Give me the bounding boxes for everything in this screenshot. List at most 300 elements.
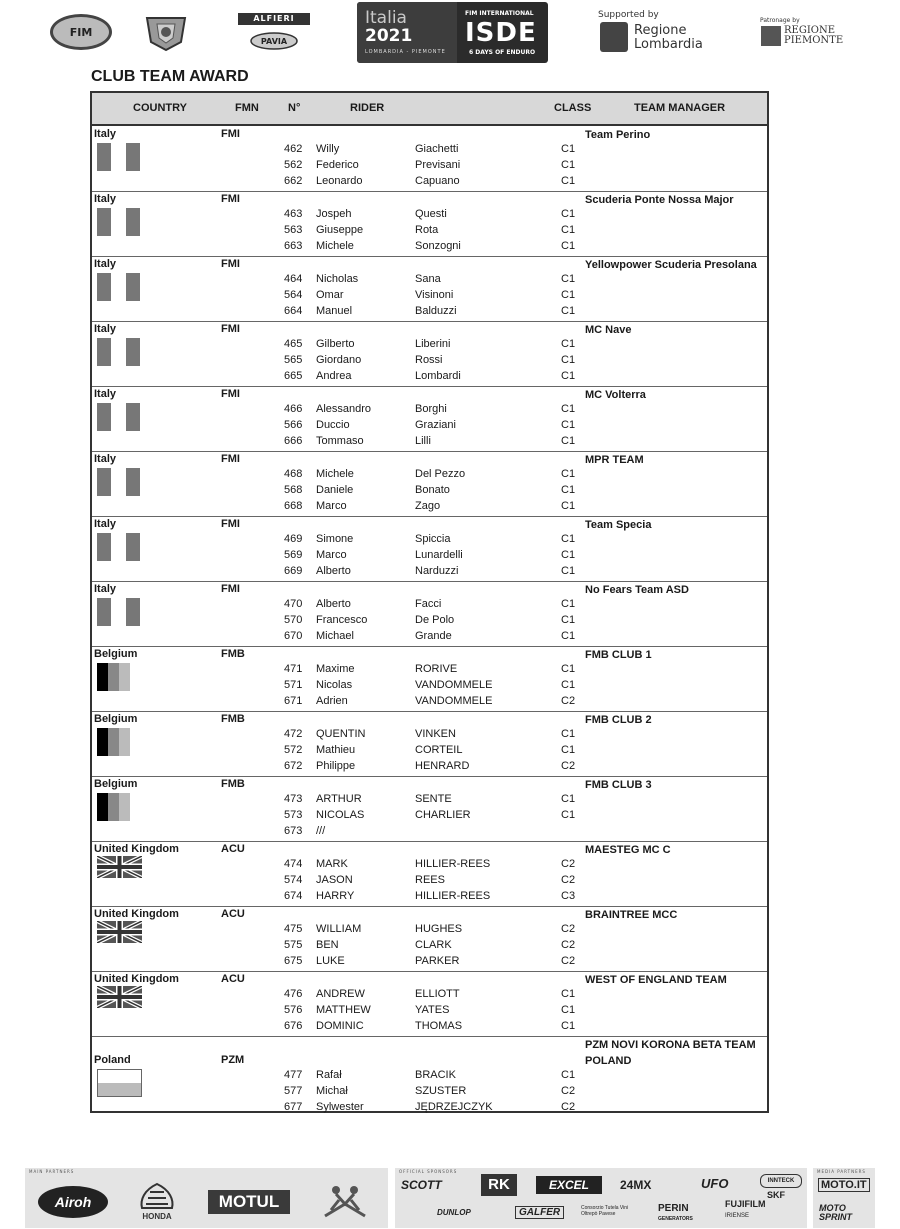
rider-class: C1 [561, 988, 576, 1000]
rider-last-name: Capuano [415, 175, 460, 187]
rider-number: 572 [284, 744, 303, 756]
honda-logo [130, 1180, 184, 1222]
piemonte-line-2: PIEMONTE [784, 35, 844, 46]
rider-number: 463 [284, 208, 303, 220]
fujifilm-logo-text: FUJIFILM [725, 1199, 766, 1209]
rider-row [92, 874, 767, 890]
rider-last-name: ELLIOTT [415, 988, 460, 1000]
rider-number: 672 [284, 760, 303, 772]
rider-row [92, 208, 767, 224]
rider-row [92, 939, 767, 955]
rider-first-name: MATTHEW [316, 1004, 371, 1016]
rider-first-name: Francesco [316, 614, 368, 626]
team-block [92, 516, 767, 582]
rider-last-name: RORIVE [415, 663, 458, 675]
rider-number: 574 [284, 874, 303, 886]
rider-last-name: HENRARD [415, 760, 470, 772]
rider-row [92, 695, 767, 711]
rider-last-name: Lunardelli [415, 549, 463, 561]
rider-class: C2 [561, 939, 576, 951]
lombardia-logo-text [634, 24, 703, 52]
rider-first-name: NICOLAS [316, 809, 365, 821]
rider-first-name: Tommaso [316, 435, 364, 447]
rider-number: 568 [284, 484, 303, 496]
rider-number: 565 [284, 354, 303, 366]
rider-number: 472 [284, 728, 303, 740]
team-country: United Kingdom [94, 843, 179, 855]
table-header [92, 93, 767, 126]
alfieri-logo: ALFIERI [238, 13, 310, 25]
rider-row [92, 240, 767, 256]
team-manager: WEST OF ENGLAND TEAM [585, 974, 727, 986]
rider-first-name: JASON [316, 874, 353, 886]
rider-last-name: Liberini [415, 338, 451, 350]
isde-italia: Italia [365, 8, 407, 28]
rider-class: C1 [561, 224, 576, 236]
rider-last-name: Rossi [415, 354, 443, 366]
rider-first-name: Michele [316, 240, 354, 252]
rider-number: 666 [284, 435, 303, 447]
rider-class: C1 [561, 240, 576, 252]
lombardia-line-2: Lombardia [634, 37, 703, 52]
rider-first-name: MARK [316, 858, 348, 870]
rider-first-name: WILLIAM [316, 923, 362, 935]
col-country: COUNTRY [133, 102, 187, 114]
team-country: Italy [94, 583, 117, 595]
team-manager: Team Perino [585, 129, 651, 141]
rider-class: C1 [561, 728, 576, 740]
rider-row [92, 354, 767, 370]
rider-class: C1 [561, 289, 576, 301]
rider-row [92, 614, 767, 630]
rider-number: 469 [284, 533, 303, 545]
isde-location: LOMBARDIA - PIEMONTE [365, 49, 446, 55]
fujifilm-logo [725, 1200, 766, 1221]
rider-number: 571 [284, 679, 303, 691]
main-partners-label: MAIN PARTNERS [29, 1169, 75, 1174]
rider-number: 477 [284, 1069, 303, 1081]
rider-row [92, 890, 767, 906]
rider-first-name: HARRY [316, 890, 355, 902]
iriense-logo-text: IRIENSE [725, 1213, 750, 1219]
rider-first-name: LUKE [316, 955, 345, 967]
rider-first-name: Jospeh [316, 208, 352, 220]
rider-last-name: Borghi [415, 403, 447, 415]
rider-number: 471 [284, 663, 303, 675]
rider-row [92, 809, 767, 825]
rider-last-name: SZUSTER [415, 1085, 467, 1097]
team-block [92, 841, 767, 907]
rider-class: C1 [561, 744, 576, 756]
rider-row [92, 468, 767, 484]
team-block [92, 126, 767, 192]
rider-number: 677 [284, 1101, 303, 1113]
rider-class: C1 [561, 208, 576, 220]
rider-number: 476 [284, 988, 303, 1000]
team-manager: MC Nave [585, 324, 632, 336]
rider-class: C1 [561, 273, 576, 285]
team-block [92, 581, 767, 647]
rider-number: 665 [284, 370, 303, 382]
team-fmn: ACU [221, 973, 245, 985]
rider-row [92, 858, 767, 874]
rider-first-name: Nicolas [316, 679, 353, 691]
rider-row [92, 549, 767, 565]
isde-days: 6 DAYS OF ENDURO [469, 49, 536, 56]
rider-number: 474 [284, 858, 303, 870]
official-sponsors-label: OFFICIAL SPONSORS [399, 1169, 458, 1174]
motosprint-logo: MOTO SPRINT [819, 1203, 853, 1222]
team-manager: MC Volterra [585, 389, 646, 401]
rider-class: C1 [561, 338, 576, 350]
rider-row [92, 370, 767, 386]
rider-class: C2 [561, 955, 576, 967]
rider-class: C1 [561, 370, 576, 382]
rider-last-name: Giachetti [415, 143, 459, 155]
rider-class: C1 [561, 1004, 576, 1016]
rider-row [92, 273, 767, 289]
rider-number: 468 [284, 468, 303, 480]
patronage-label: Patronage by [760, 17, 800, 24]
pavia-logo-text: PAVIA [260, 37, 288, 46]
rider-last-name: Lombardi [415, 370, 461, 382]
rider-first-name: Nicholas [316, 273, 359, 285]
rider-row [92, 565, 767, 581]
rider-class: C1 [561, 793, 576, 805]
skf-logo: SKF [767, 1190, 785, 1200]
dunlop-logo: DUNLOP [437, 1208, 471, 1217]
rider-last-name: Sonzogni [415, 240, 461, 252]
team-manager: Team Specia [585, 519, 652, 531]
rk-logo: RK [481, 1174, 517, 1196]
team-fmn: FMB [221, 713, 245, 725]
rider-number: 470 [284, 598, 303, 610]
rider-class: C1 [561, 484, 576, 496]
team-country: Italy [94, 128, 117, 140]
rider-number: 566 [284, 419, 303, 431]
rider-first-name: Willy [316, 143, 340, 155]
team-country: Italy [94, 193, 117, 205]
perin-logo-sub: GENERATORS [658, 1216, 693, 1222]
rider-row [92, 224, 767, 240]
rider-class: C1 [561, 435, 576, 447]
team-country: Belgium [94, 713, 138, 725]
team-fmn: FMI [221, 388, 240, 400]
team-fmn: FMB [221, 648, 245, 660]
motoit-logo: MOTO.IT [818, 1178, 870, 1192]
rider-first-name: Leonardo [316, 175, 363, 187]
team-block [92, 191, 767, 257]
fim-logo-text: FIM [69, 25, 93, 39]
rider-row [92, 305, 767, 321]
rider-first-name: Philippe [316, 760, 356, 772]
rider-class: C1 [561, 614, 576, 626]
rider-number: 464 [284, 273, 303, 285]
rider-last-name: HILLIER-REES [415, 890, 491, 902]
rider-last-name: Sana [415, 273, 441, 285]
rider-number: 573 [284, 809, 303, 821]
perin-logo-text: PERIN [658, 1203, 689, 1214]
team-country: Italy [94, 258, 117, 270]
team-block [92, 1036, 767, 1117]
rider-number: 462 [284, 143, 303, 155]
col-fmn: FMN [235, 102, 259, 114]
rider-first-name: /// [316, 825, 326, 837]
team-fmn: ACU [221, 843, 245, 855]
rider-number: 570 [284, 614, 303, 626]
supported-by-label: Supported by [598, 10, 659, 20]
team-block [92, 451, 767, 517]
rider-class: C1 [561, 630, 576, 642]
team-manager: MPR TEAM [585, 454, 644, 466]
rider-class: C2 [561, 858, 576, 870]
rider-row [92, 1020, 767, 1036]
team-manager: FMB CLUB 1 [585, 649, 652, 661]
rider-row [92, 955, 767, 971]
team-fmn: FMI [221, 583, 240, 595]
isde-fim-international: FIM INTERNATIONAL [465, 10, 534, 17]
rider-class: C1 [561, 549, 576, 561]
rider-first-name: Marco [316, 549, 347, 561]
team-block [92, 971, 767, 1037]
rider-last-name: SENTE [415, 793, 452, 805]
team-country: Belgium [94, 778, 138, 790]
media-partners-panel [813, 1168, 875, 1228]
scott-logo: SCOTT [401, 1178, 442, 1192]
galfer-logo: GALFER [515, 1206, 564, 1219]
team-country: Italy [94, 323, 117, 335]
rider-class: C2 [561, 874, 576, 886]
rider-first-name: Federico [316, 159, 359, 171]
team-block [92, 711, 767, 777]
rider-first-name: Rafał [316, 1069, 342, 1081]
rider-first-name: Alberto [316, 598, 351, 610]
fim-logo [50, 14, 112, 50]
rider-last-name: HILLIER-REES [415, 858, 491, 870]
rider-first-name: Andrea [316, 370, 352, 382]
rider-last-name: Previsani [415, 159, 461, 171]
fmi-logo [143, 12, 189, 52]
rider-row [92, 728, 767, 744]
team-block [92, 256, 767, 322]
official-sponsors-panel [395, 1168, 807, 1228]
rider-class: C1 [561, 468, 576, 480]
rider-first-name: Maxime [316, 663, 355, 675]
team-block [92, 906, 767, 972]
rider-row [92, 338, 767, 354]
rider-number: 673 [284, 825, 303, 837]
rider-row [92, 435, 767, 451]
rider-number: 664 [284, 305, 303, 317]
team-fmn: FMI [221, 518, 240, 530]
rider-class: C1 [561, 1069, 576, 1081]
rider-last-name: Balduzzi [415, 305, 457, 317]
motul-logo: MOTUL [208, 1190, 290, 1214]
rider-row [92, 1085, 767, 1101]
rider-row [92, 159, 767, 175]
rider-number: 576 [284, 1004, 303, 1016]
rider-first-name: Mathieu [316, 744, 356, 756]
rider-first-name: Adrien [316, 695, 348, 707]
col-number: N° [288, 102, 301, 114]
rider-class: C2 [561, 923, 576, 935]
team-country: United Kingdom [94, 908, 179, 920]
team-country: Italy [94, 388, 117, 400]
rider-first-name: Duccio [316, 419, 350, 431]
team-manager: Yellowpower Scuderia Presolana [585, 259, 757, 271]
team-fmn: FMI [221, 193, 240, 205]
piemonte-logo-icon [761, 26, 781, 46]
rider-class: C1 [561, 679, 576, 691]
team-block [92, 386, 767, 452]
rider-number: 475 [284, 923, 303, 935]
rider-first-name: Alessandro [316, 403, 372, 415]
rider-last-name: PARKER [415, 955, 460, 967]
team-country: Italy [94, 518, 117, 530]
rider-class: C1 [561, 354, 576, 366]
col-class: CLASS [554, 102, 592, 114]
team-country: Italy [94, 453, 117, 465]
rider-last-name: Graziani [415, 419, 456, 431]
rider-first-name: Daniele [316, 484, 354, 496]
kappa-logo [315, 1182, 375, 1220]
rider-last-name: Questi [415, 208, 447, 220]
24mx-logo: 24MX [620, 1178, 652, 1192]
rider-number: 668 [284, 500, 303, 512]
rider-number: 563 [284, 224, 303, 236]
rider-number: 671 [284, 695, 303, 707]
rider-first-name: Gilberto [316, 338, 355, 350]
consorzio-logo: Consorzio Tutela Vini Oltrepò Pavese [581, 1205, 629, 1217]
rider-first-name: BEN [316, 939, 339, 951]
team-block [92, 321, 767, 387]
isde-logo [357, 2, 548, 63]
team-country: Poland [94, 1054, 131, 1066]
rider-row [92, 679, 767, 695]
rider-row [92, 793, 767, 809]
main-partners-panel [25, 1168, 388, 1228]
rider-row [92, 744, 767, 760]
rider-last-name: Rota [415, 224, 439, 236]
rider-first-name: DOMINIC [316, 1020, 364, 1032]
rider-row [92, 175, 767, 191]
rider-class: C1 [561, 565, 576, 577]
col-rider: RIDER [350, 102, 385, 114]
rider-class: C1 [561, 533, 576, 545]
rider-last-name: CORTEIL [415, 744, 463, 756]
rider-first-name: Sylwester [316, 1101, 364, 1113]
rider-number: 662 [284, 175, 303, 187]
rider-last-name: BRACIK [415, 1069, 456, 1081]
rider-last-name: REES [415, 874, 445, 886]
team-manager: No Fears Team ASD [585, 584, 689, 596]
team-manager: BRAINTREE MCC [585, 909, 678, 921]
rider-class: C1 [561, 305, 576, 317]
rider-last-name: De Polo [415, 614, 455, 626]
rider-first-name: Giuseppe [316, 224, 364, 236]
rider-first-name: Giordano [316, 354, 362, 366]
rider-row [92, 598, 767, 614]
rider-number: 473 [284, 793, 303, 805]
team-manager: FMB CLUB 3 [585, 779, 652, 791]
rider-number: 562 [284, 159, 303, 171]
rider-number: 569 [284, 549, 303, 561]
rider-class: C1 [561, 175, 576, 187]
lombardia-logo-icon [600, 22, 628, 52]
rider-last-name: VINKEN [415, 728, 456, 740]
rider-row [92, 1004, 767, 1020]
club-team-table [90, 91, 769, 1113]
rider-row [92, 760, 767, 776]
rider-first-name: Marco [316, 500, 347, 512]
team-block [92, 776, 767, 842]
excel-logo: EXCEL [536, 1176, 602, 1194]
rider-number: 465 [284, 338, 303, 350]
rider-last-name: Facci [415, 598, 442, 610]
rider-number: 575 [284, 939, 303, 951]
team-country: United Kingdom [94, 973, 179, 985]
rider-row [92, 1101, 767, 1117]
rider-row [92, 403, 767, 419]
rider-first-name: Omar [316, 289, 344, 301]
rider-row [92, 289, 767, 305]
rider-last-name: CLARK [415, 939, 452, 951]
rider-number: 466 [284, 403, 303, 415]
rider-class: C1 [561, 500, 576, 512]
rider-number: 669 [284, 565, 303, 577]
rider-row [92, 484, 767, 500]
team-block [92, 646, 767, 712]
rider-last-name: Visinoni [415, 289, 454, 301]
rider-last-name: HUGHES [415, 923, 463, 935]
rider-row [92, 923, 767, 939]
rider-last-name: YATES [415, 1004, 450, 1016]
rider-row [92, 500, 767, 516]
team-fmn: FMI [221, 323, 240, 335]
rider-last-name: THOMAS [415, 1020, 463, 1032]
piemonte-logo-text [784, 26, 843, 46]
rider-last-name: VANDOMMELE [415, 695, 493, 707]
rider-class: C3 [561, 890, 576, 902]
rider-class: C1 [561, 663, 576, 675]
rider-last-name: Grande [415, 630, 452, 642]
isde-title: ISDE [465, 18, 537, 48]
rider-number: 663 [284, 240, 303, 252]
rider-number: 564 [284, 289, 303, 301]
team-country: Belgium [94, 648, 138, 660]
innteck-logo: INNTECK [760, 1174, 802, 1188]
rider-row [92, 533, 767, 549]
honda-logo-text: HONDA [142, 1212, 172, 1221]
rider-first-name: QUENTIN [316, 728, 366, 740]
rider-number: 577 [284, 1085, 303, 1097]
team-manager: FMB CLUB 2 [585, 714, 652, 726]
rider-class: C2 [561, 760, 576, 772]
team-fmn: PZM [221, 1054, 245, 1066]
rider-row [92, 630, 767, 646]
team-fmn: FMI [221, 128, 240, 140]
rider-first-name: Michał [316, 1085, 348, 1097]
rider-last-name: Del Pezzo [415, 468, 466, 480]
rider-last-name: Zago [415, 500, 441, 512]
rider-number: 674 [284, 890, 303, 902]
rider-number: 675 [284, 955, 303, 967]
rider-first-name: Manuel [316, 305, 353, 317]
piemonte-line-1: REGIONE [784, 25, 836, 36]
rider-first-name: Michele [316, 468, 354, 480]
sponsor-footer [25, 1168, 875, 1228]
team-fmn: FMI [221, 258, 240, 270]
